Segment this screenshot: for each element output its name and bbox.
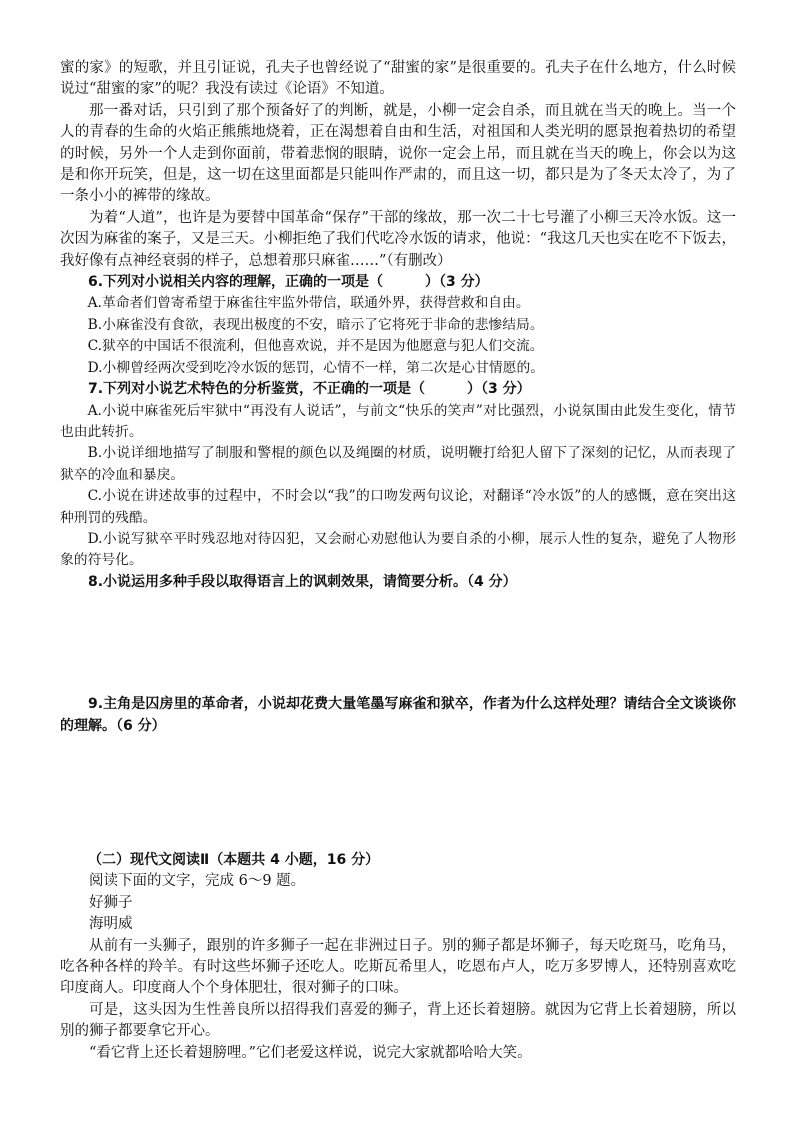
story-paragraph: 可是，这头因为生性善良所以招得我们喜爱的狮子，背上还长着翅膀。就因为它背上长着翅膀，所以别的狮子都要拿它开心。 [60,1001,736,1040]
section-title: （二）现代文阅读Ⅱ（本题共 4 小题，16 分） [88,851,380,868]
question-6-option-d: D.小柳曾经两次受到吃冷水饭的惩罚，心情不一样，第二次是心甘情愿的。 [87,359,545,376]
story-paragraph: 那一番对话，只引到了那个预备好了的判断，就是，小柳一定会自杀，而且就在当天的晚上。当一个人的青春的生命的火焰正熊熊地烧着，正在渴想着自由和生活，对祖国和人类光明的愿景抱着热切的希望的时候，另外一个人走到你面前，带着悲悯的眼睛，说你一定会上吊，而且就在当天的晚上，你会以为这是和你开玩笑，但是，这一切在这里面都是只能叫作严肃的，而且这一切，都只是为了冬天太冷了，为了一条小小的裤带的缘故。 [60,102,736,205]
story-title: 好狮子 [89,894,133,911]
question-7-option-a: A.小说中麻雀死后牢狱中“再没有人说话”，与前文“快乐的笑声”对比强烈，小说氛围由此发生变化，情节也由此转折。 [60,402,736,440]
story-paragraph: 蜜的家》的短歌，并且引证说，孔夫子也曾经说了“甜蜜的家”是很重要的。孔夫子在什么地方，什么时候说过“甜蜜的家”的呢？我没有读过《论语》不知道。 [60,60,736,98]
question-6-option-a: A.革命者们曾寄希望于麻雀往牢监外带信，联通外界，获得营救和自由。 [87,295,530,312]
question-6-option-b: B.小麻雀没有食欲，表现出极度的不安，暗示了它将死于非命的悲惨结局。 [87,316,544,333]
story-paragraph: 为着“人道”，也许是为要替中国革命“保存”干部的缘故，那一次二十七号灌了小柳三天冷水饭。这一次因为麻雀的案子，又是三天。小柳拒绝了我们代吃冷水饭的请求，他说：“我这几天也实在吃不下饭去，我好像有点神经衰弱的样子，总想着那只麻雀……”（有删改） [60,209,736,269]
question-8-stem: 8.小说运用多种手段以取得语言上的讽刺效果，请简要分析。（4 分） [88,573,517,590]
story-author: 海明威 [89,916,133,933]
question-6-stem: 6.下列对小说相关内容的理解，正确的一项是（ ）（3 分） [88,274,489,291]
question-7-option-c: C.小说在讲述故事的过程中，不时会以“我”的口吻发两句议论，对翻译“冷水饭”的人的感慨，意在突出这种刑罚的残酷。 [60,488,736,526]
question-6-option-c: C.狱卒的中国话不很流利，但他喜欢说，并不是因为他愿意与犯人们交流。 [87,338,544,355]
question-7-option-d: D.小说写狱卒平时残忍地对待囚犯，又会耐心劝慰他认为要自杀的小柳，展示人性的复杂，避免了人物形象的符号化。 [60,530,736,569]
story-paragraph: 从前有一头狮子，跟别的许多狮子一起在非洲过日子。别的狮子都是坏狮子，每天吃斑马，吃角马，吃各种各样的羚羊。有时这些坏狮子还吃人。吃斯瓦希里人，吃恩布卢人，吃万多罗博人，还特别喜欢吃印度商人。印度商人个个身体肥壮，很对狮子的口味。 [60,937,736,997]
exam-page [60,58,736,1064]
answer-space-q9[interactable] [60,737,736,850]
question-9-stem: 9.主角是囚房里的革命者，小说却花费大量笔墨写麻雀和狱卒，作者为什么这样处理？请结合全文谈谈你的理解。（6 分） [60,696,736,734]
question-7-stem: 7.下列对小说艺术特色的分析鉴赏，不正确的一项是（ ）（3 分） [88,381,531,398]
answer-space-q8[interactable] [60,593,736,694]
question-7-option-b: B.小说详细地描写了制服和警棍的颜色以及绳圈的材质，说明鞭打给犯人留下了深刻的记忆，从而表现了狱卒的冷血和暴戾。 [60,445,736,483]
section-instruction: 阅读下面的文字，完成 6～9 题。 [89,873,306,890]
story-paragraph: “看它背上还长着翅膀哩。”它们老爱这样说，说完大家就都哈哈大笑。 [89,1044,532,1061]
